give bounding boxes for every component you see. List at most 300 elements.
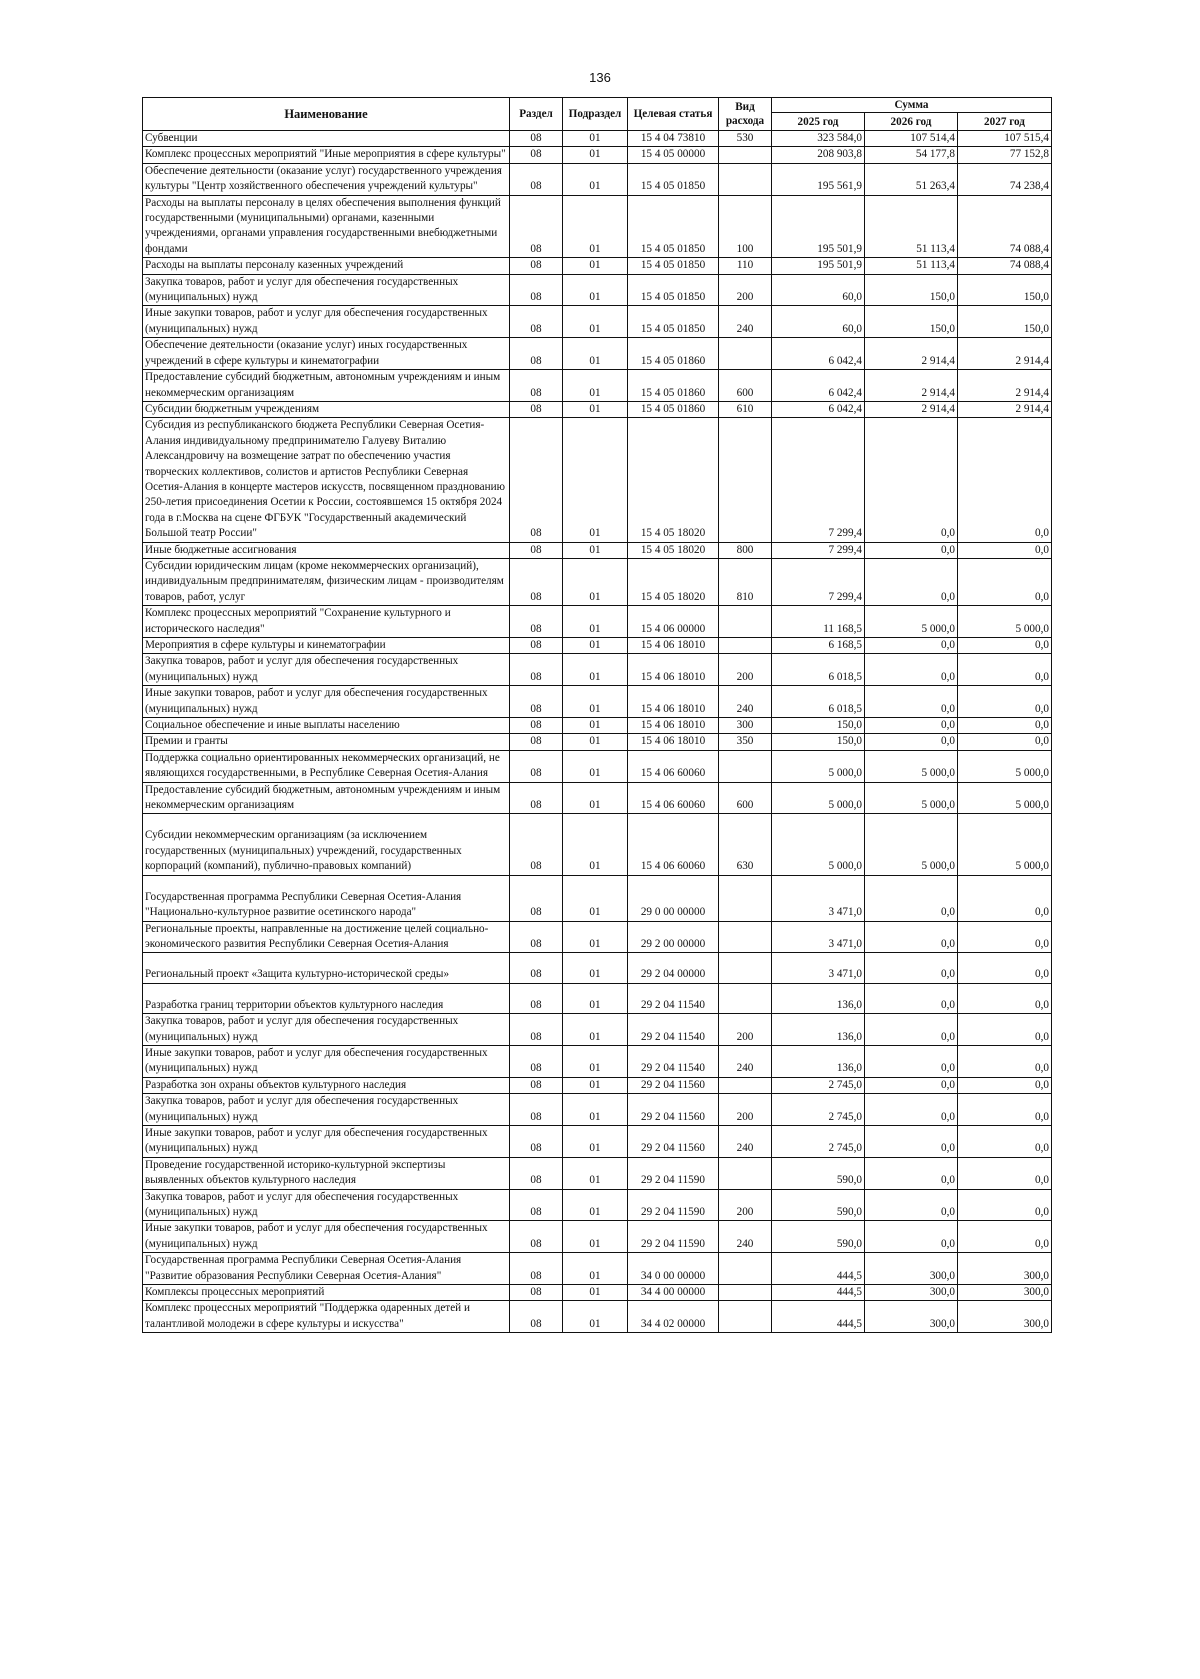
row-amount-2026: 51 263,4 bbox=[865, 163, 958, 195]
row-amount-2025: 5 000,0 bbox=[772, 814, 865, 875]
row-target-code: 29 2 04 11540 bbox=[628, 1014, 719, 1046]
row-amount-2026: 0,0 bbox=[865, 1077, 958, 1093]
table-row bbox=[143, 401, 1052, 417]
row-section: 08 bbox=[510, 782, 563, 814]
row-amount-2025: 195 501,9 bbox=[772, 195, 865, 258]
row-expense-type: 300 bbox=[719, 718, 772, 734]
row-section: 08 bbox=[510, 1125, 563, 1157]
row-subsection: 01 bbox=[563, 131, 628, 147]
row-amount-2025: 444,5 bbox=[772, 1301, 865, 1333]
row-amount-2027: 150,0 bbox=[958, 274, 1052, 306]
row-amount-2026: 0,0 bbox=[865, 921, 958, 953]
table-row bbox=[143, 1301, 1052, 1333]
row-amount-2025: 5 000,0 bbox=[772, 782, 865, 814]
row-target-code: 15 4 06 18010 bbox=[628, 638, 719, 654]
row-subsection: 01 bbox=[563, 1285, 628, 1301]
row-amount-2027: 300,0 bbox=[958, 1285, 1052, 1301]
row-expense-type: 630 bbox=[719, 814, 772, 875]
row-amount-2027: 2 914,4 bbox=[958, 401, 1052, 417]
row-expense-type bbox=[719, 750, 772, 782]
row-expense-type: 200 bbox=[719, 1189, 772, 1221]
row-amount-2025: 323 584,0 bbox=[772, 131, 865, 147]
row-name: Закупка товаров, работ и услуг для обеспечения государственных (муниципальных) нужд bbox=[143, 1189, 510, 1221]
row-subsection: 01 bbox=[563, 1221, 628, 1253]
row-expense-type: 530 bbox=[719, 131, 772, 147]
table-row bbox=[143, 921, 1052, 953]
row-expense-type: 240 bbox=[719, 306, 772, 338]
row-subsection: 01 bbox=[563, 370, 628, 402]
row-amount-2026: 0,0 bbox=[865, 718, 958, 734]
row-subsection: 01 bbox=[563, 338, 628, 370]
row-amount-2025: 195 561,9 bbox=[772, 163, 865, 195]
table-row bbox=[143, 1157, 1052, 1189]
row-amount-2025: 590,0 bbox=[772, 1157, 865, 1189]
row-name: Проведение государственной историко-культурной экспертизы выявленных объектов культурного наследия bbox=[143, 1157, 510, 1189]
row-expense-type bbox=[719, 638, 772, 654]
row-target-code: 29 2 04 11590 bbox=[628, 1221, 719, 1253]
row-expense-type bbox=[719, 338, 772, 370]
row-expense-type bbox=[719, 1253, 772, 1285]
row-section: 08 bbox=[510, 814, 563, 875]
row-amount-2025: 2 745,0 bbox=[772, 1125, 865, 1157]
row-amount-2026: 2 914,4 bbox=[865, 401, 958, 417]
row-amount-2027: 74 238,4 bbox=[958, 163, 1052, 195]
row-section: 08 bbox=[510, 606, 563, 638]
row-subsection: 01 bbox=[563, 147, 628, 163]
row-amount-2027: 0,0 bbox=[958, 1125, 1052, 1157]
row-amount-2027: 5 000,0 bbox=[958, 782, 1052, 814]
table-row bbox=[143, 638, 1052, 654]
row-name: Иные бюджетные ассигнования bbox=[143, 542, 510, 558]
row-amount-2025: 2 745,0 bbox=[772, 1094, 865, 1126]
row-amount-2027: 150,0 bbox=[958, 306, 1052, 338]
table-row bbox=[143, 1014, 1052, 1046]
row-section: 08 bbox=[510, 1077, 563, 1093]
row-section: 08 bbox=[510, 147, 563, 163]
row-name: Комплекс процессных мероприятий "Иные мероприятия в сфере культуры" bbox=[143, 147, 510, 163]
table-row bbox=[143, 274, 1052, 306]
row-amount-2025: 3 471,0 bbox=[772, 875, 865, 921]
row-expense-type bbox=[719, 418, 772, 542]
row-amount-2025: 7 299,4 bbox=[772, 558, 865, 605]
header-name: Наименование bbox=[143, 98, 510, 131]
table-row bbox=[143, 814, 1052, 875]
row-name: Расходы на выплаты персоналу в целях обеспечения выполнения функций государственными (муниципальными) органами, казенными учреждениями, органами управления государственными внебюджетными фондами bbox=[143, 195, 510, 258]
table-row bbox=[143, 606, 1052, 638]
row-subsection: 01 bbox=[563, 686, 628, 718]
table-row bbox=[143, 983, 1052, 1013]
row-target-code: 15 4 05 01860 bbox=[628, 401, 719, 417]
row-name: Государственная программа Республики Северная Осетия-Алания "Развитие образования Республики Северная Осетия-Алания" bbox=[143, 1253, 510, 1285]
row-amount-2027: 5 000,0 bbox=[958, 606, 1052, 638]
row-amount-2027: 0,0 bbox=[958, 1221, 1052, 1253]
row-amount-2025: 60,0 bbox=[772, 274, 865, 306]
row-target-code: 29 2 04 11560 bbox=[628, 1077, 719, 1093]
row-name: Региональные проекты, направленные на достижение целей социально-экономического развития Республики Северная Осетия-Алания bbox=[143, 921, 510, 953]
row-amount-2026: 150,0 bbox=[865, 306, 958, 338]
row-target-code: 15 4 05 01850 bbox=[628, 306, 719, 338]
row-expense-type bbox=[719, 1301, 772, 1333]
table-row bbox=[143, 718, 1052, 734]
row-name: Иные закупки товаров, работ и услуг для обеспечения государственных (муниципальных) нужд bbox=[143, 1221, 510, 1253]
row-section: 08 bbox=[510, 1285, 563, 1301]
row-amount-2026: 5 000,0 bbox=[865, 814, 958, 875]
row-amount-2026: 0,0 bbox=[865, 1045, 958, 1077]
row-amount-2025: 6 042,4 bbox=[772, 401, 865, 417]
row-target-code: 15 4 05 01850 bbox=[628, 195, 719, 258]
row-name: Мероприятия в сфере культуры и кинематографии bbox=[143, 638, 510, 654]
row-subsection: 01 bbox=[563, 1077, 628, 1093]
row-name: Разработка зон охраны объектов культурного наследия bbox=[143, 1077, 510, 1093]
row-amount-2025: 195 501,9 bbox=[772, 258, 865, 274]
row-subsection: 01 bbox=[563, 195, 628, 258]
row-name: Государственная программа Республики Северная Осетия-Алания "Национально-культурное развитие осетинского народа" bbox=[143, 875, 510, 921]
row-subsection: 01 bbox=[563, 306, 628, 338]
row-expense-type: 600 bbox=[719, 782, 772, 814]
row-name: Расходы на выплаты персоналу казенных учреждений bbox=[143, 258, 510, 274]
table-row bbox=[143, 418, 1052, 542]
row-section: 08 bbox=[510, 338, 563, 370]
row-amount-2027: 107 515,4 bbox=[958, 131, 1052, 147]
row-name: Иные закупки товаров, работ и услуг для обеспечения государственных (муниципальных) нужд bbox=[143, 306, 510, 338]
row-subsection: 01 bbox=[563, 1157, 628, 1189]
row-section: 08 bbox=[510, 638, 563, 654]
table-row bbox=[143, 558, 1052, 605]
row-expense-type: 350 bbox=[719, 734, 772, 750]
header-sum: Сумма bbox=[772, 98, 1052, 113]
row-amount-2026: 0,0 bbox=[865, 542, 958, 558]
row-subsection: 01 bbox=[563, 274, 628, 306]
row-name: Предоставление субсидий бюджетным, автономным учреждениям и иным некоммерческим организациям bbox=[143, 370, 510, 402]
row-name: Социальное обеспечение и иные выплаты населению bbox=[143, 718, 510, 734]
row-amount-2026: 0,0 bbox=[865, 558, 958, 605]
row-section: 08 bbox=[510, 370, 563, 402]
row-expense-type bbox=[719, 1077, 772, 1093]
row-subsection: 01 bbox=[563, 875, 628, 921]
row-subsection: 01 bbox=[563, 638, 628, 654]
table-row bbox=[143, 1285, 1052, 1301]
row-section: 08 bbox=[510, 734, 563, 750]
row-amount-2025: 6 018,5 bbox=[772, 654, 865, 686]
row-target-code: 15 4 06 18010 bbox=[628, 686, 719, 718]
row-amount-2025: 150,0 bbox=[772, 734, 865, 750]
row-section: 08 bbox=[510, 558, 563, 605]
row-subsection: 01 bbox=[563, 983, 628, 1013]
row-subsection: 01 bbox=[563, 1094, 628, 1126]
row-amount-2025: 136,0 bbox=[772, 1014, 865, 1046]
row-amount-2027: 0,0 bbox=[958, 718, 1052, 734]
row-name: Предоставление субсидий бюджетным, автономным учреждениям и иным некоммерческим организациям bbox=[143, 782, 510, 814]
table-row bbox=[143, 654, 1052, 686]
row-section: 08 bbox=[510, 1253, 563, 1285]
row-name: Обеспечение деятельности (оказание услуг) иных государственных учреждений в сфере культуры и кинематографии bbox=[143, 338, 510, 370]
row-amount-2027: 0,0 bbox=[958, 953, 1052, 983]
row-name: Закупка товаров, работ и услуг для обеспечения государственных (муниципальных) нужд bbox=[143, 654, 510, 686]
row-target-code: 29 2 04 11540 bbox=[628, 983, 719, 1013]
row-target-code: 15 4 04 73810 bbox=[628, 131, 719, 147]
row-subsection: 01 bbox=[563, 921, 628, 953]
row-expense-type bbox=[719, 953, 772, 983]
row-subsection: 01 bbox=[563, 418, 628, 542]
row-target-code: 29 0 00 00000 bbox=[628, 875, 719, 921]
row-amount-2026: 150,0 bbox=[865, 274, 958, 306]
row-target-code: 29 2 04 11560 bbox=[628, 1094, 719, 1126]
row-section: 08 bbox=[510, 274, 563, 306]
row-target-code: 15 4 06 18010 bbox=[628, 654, 719, 686]
table-row bbox=[143, 258, 1052, 274]
table-row bbox=[143, 131, 1052, 147]
table-row bbox=[143, 1125, 1052, 1157]
row-expense-type: 810 bbox=[719, 558, 772, 605]
row-amount-2026: 300,0 bbox=[865, 1301, 958, 1333]
row-section: 08 bbox=[510, 921, 563, 953]
row-subsection: 01 bbox=[563, 782, 628, 814]
row-expense-type: 240 bbox=[719, 686, 772, 718]
row-amount-2026: 0,0 bbox=[865, 875, 958, 921]
table-row bbox=[143, 1094, 1052, 1126]
table-row bbox=[143, 875, 1052, 921]
row-name: Иные закупки товаров, работ и услуг для обеспечения государственных (муниципальных) нужд bbox=[143, 1045, 510, 1077]
row-name: Субсидии бюджетным учреждениям bbox=[143, 401, 510, 417]
row-expense-type: 200 bbox=[719, 1094, 772, 1126]
row-amount-2027: 300,0 bbox=[958, 1253, 1052, 1285]
row-amount-2026: 0,0 bbox=[865, 1221, 958, 1253]
row-subsection: 01 bbox=[563, 953, 628, 983]
row-target-code: 29 2 04 11590 bbox=[628, 1189, 719, 1221]
header-subsection: Подраздел bbox=[563, 98, 628, 131]
row-amount-2026: 0,0 bbox=[865, 638, 958, 654]
row-amount-2026: 0,0 bbox=[865, 686, 958, 718]
table-row bbox=[143, 1045, 1052, 1077]
row-target-code: 15 4 05 18020 bbox=[628, 558, 719, 605]
row-target-code: 15 4 05 00000 bbox=[628, 147, 719, 163]
row-amount-2025: 6 018,5 bbox=[772, 686, 865, 718]
row-amount-2027: 0,0 bbox=[958, 921, 1052, 953]
row-amount-2025: 7 299,4 bbox=[772, 542, 865, 558]
row-subsection: 01 bbox=[563, 401, 628, 417]
row-target-code: 29 2 04 11590 bbox=[628, 1157, 719, 1189]
row-amount-2025: 136,0 bbox=[772, 983, 865, 1013]
row-expense-type bbox=[719, 983, 772, 1013]
row-subsection: 01 bbox=[563, 1125, 628, 1157]
row-amount-2025: 11 168,5 bbox=[772, 606, 865, 638]
row-name: Премии и гранты bbox=[143, 734, 510, 750]
row-expense-type: 240 bbox=[719, 1221, 772, 1253]
row-amount-2026: 0,0 bbox=[865, 1189, 958, 1221]
row-target-code: 15 4 05 18020 bbox=[628, 418, 719, 542]
row-amount-2027: 5 000,0 bbox=[958, 814, 1052, 875]
row-name: Поддержка социально ориентированных некоммерческих организаций, не являющихся государственными, в Республике Северная Осетия-Алания bbox=[143, 750, 510, 782]
row-section: 08 bbox=[510, 258, 563, 274]
row-expense-type: 800 bbox=[719, 542, 772, 558]
header-section: Раздел bbox=[510, 98, 563, 131]
row-name: Комплексы процессных мероприятий bbox=[143, 1285, 510, 1301]
row-amount-2026: 107 514,4 bbox=[865, 131, 958, 147]
row-subsection: 01 bbox=[563, 606, 628, 638]
row-subsection: 01 bbox=[563, 1045, 628, 1077]
row-amount-2026: 5 000,0 bbox=[865, 782, 958, 814]
table-row bbox=[143, 1189, 1052, 1221]
row-amount-2025: 444,5 bbox=[772, 1285, 865, 1301]
row-amount-2026: 0,0 bbox=[865, 953, 958, 983]
table-row bbox=[143, 163, 1052, 195]
row-section: 08 bbox=[510, 306, 563, 338]
row-target-code: 29 2 04 11540 bbox=[628, 1045, 719, 1077]
row-subsection: 01 bbox=[563, 163, 628, 195]
row-amount-2027: 0,0 bbox=[958, 1094, 1052, 1126]
row-section: 08 bbox=[510, 195, 563, 258]
row-amount-2027: 0,0 bbox=[958, 734, 1052, 750]
row-amount-2027: 77 152,8 bbox=[958, 147, 1052, 163]
row-expense-type: 200 bbox=[719, 1014, 772, 1046]
row-expense-type: 610 bbox=[719, 401, 772, 417]
row-amount-2027: 0,0 bbox=[958, 558, 1052, 605]
row-target-code: 15 4 05 01860 bbox=[628, 338, 719, 370]
row-amount-2025: 7 299,4 bbox=[772, 418, 865, 542]
row-subsection: 01 bbox=[563, 1301, 628, 1333]
row-amount-2026: 0,0 bbox=[865, 983, 958, 1013]
table-row bbox=[143, 734, 1052, 750]
row-target-code: 29 2 00 00000 bbox=[628, 921, 719, 953]
row-amount-2027: 0,0 bbox=[958, 1014, 1052, 1046]
row-subsection: 01 bbox=[563, 258, 628, 274]
row-amount-2025: 136,0 bbox=[772, 1045, 865, 1077]
row-amount-2026: 54 177,8 bbox=[865, 147, 958, 163]
table-row bbox=[143, 1253, 1052, 1285]
row-name: Обеспечение деятельности (оказание услуг) государственного учреждения культуры "Центр хозяйственного обеспечения учреждений культуры" bbox=[143, 163, 510, 195]
row-expense-type: 100 bbox=[719, 195, 772, 258]
row-amount-2027: 0,0 bbox=[958, 875, 1052, 921]
row-expense-type: 110 bbox=[719, 258, 772, 274]
row-amount-2026: 2 914,4 bbox=[865, 370, 958, 402]
row-amount-2026: 0,0 bbox=[865, 654, 958, 686]
row-target-code: 15 4 06 60060 bbox=[628, 814, 719, 875]
row-section: 08 bbox=[510, 953, 563, 983]
row-expense-type bbox=[719, 1285, 772, 1301]
row-amount-2027: 0,0 bbox=[958, 1157, 1052, 1189]
row-amount-2025: 3 471,0 bbox=[772, 953, 865, 983]
row-section: 08 bbox=[510, 1045, 563, 1077]
table-row bbox=[143, 147, 1052, 163]
row-amount-2027: 0,0 bbox=[958, 638, 1052, 654]
row-section: 08 bbox=[510, 875, 563, 921]
row-amount-2026: 2 914,4 bbox=[865, 338, 958, 370]
header-target: Целевая статья bbox=[628, 98, 719, 131]
page-number: 136 bbox=[589, 70, 611, 85]
row-amount-2025: 5 000,0 bbox=[772, 750, 865, 782]
row-subsection: 01 bbox=[563, 654, 628, 686]
row-amount-2025: 6 042,4 bbox=[772, 338, 865, 370]
row-name: Иные закупки товаров, работ и услуг для обеспечения государственных (муниципальных) нужд bbox=[143, 1125, 510, 1157]
row-amount-2025: 150,0 bbox=[772, 718, 865, 734]
row-expense-type: 240 bbox=[719, 1125, 772, 1157]
row-expense-type bbox=[719, 875, 772, 921]
row-section: 08 bbox=[510, 418, 563, 542]
row-amount-2027: 5 000,0 bbox=[958, 750, 1052, 782]
row-subsection: 01 bbox=[563, 718, 628, 734]
row-amount-2025: 60,0 bbox=[772, 306, 865, 338]
row-subsection: 01 bbox=[563, 1189, 628, 1221]
row-section: 08 bbox=[510, 542, 563, 558]
row-amount-2026: 51 113,4 bbox=[865, 195, 958, 258]
row-amount-2026: 51 113,4 bbox=[865, 258, 958, 274]
row-expense-type: 200 bbox=[719, 274, 772, 306]
row-target-code: 34 4 00 00000 bbox=[628, 1285, 719, 1301]
row-amount-2027: 0,0 bbox=[958, 1077, 1052, 1093]
row-section: 08 bbox=[510, 686, 563, 718]
row-amount-2025: 2 745,0 bbox=[772, 1077, 865, 1093]
row-name: Закупка товаров, работ и услуг для обеспечения государственных (муниципальных) нужд bbox=[143, 1094, 510, 1126]
row-section: 08 bbox=[510, 983, 563, 1013]
row-section: 08 bbox=[510, 750, 563, 782]
table-row bbox=[143, 1077, 1052, 1093]
header-expense-type: Вид расхода bbox=[719, 98, 772, 131]
table-row bbox=[143, 750, 1052, 782]
row-amount-2025: 3 471,0 bbox=[772, 921, 865, 953]
row-expense-type bbox=[719, 1157, 772, 1189]
row-amount-2025: 208 903,8 bbox=[772, 147, 865, 163]
row-amount-2026: 0,0 bbox=[865, 1125, 958, 1157]
table-row bbox=[143, 306, 1052, 338]
row-amount-2027: 0,0 bbox=[958, 1045, 1052, 1077]
row-amount-2025: 6 042,4 bbox=[772, 370, 865, 402]
row-expense-type bbox=[719, 606, 772, 638]
table-row bbox=[143, 1221, 1052, 1253]
budget-table bbox=[142, 97, 1052, 1333]
table-body bbox=[143, 131, 1052, 1333]
row-amount-2027: 74 088,4 bbox=[958, 258, 1052, 274]
table-row bbox=[143, 953, 1052, 983]
header-year-2027: 2027 год bbox=[958, 113, 1052, 131]
row-target-code: 34 0 00 00000 bbox=[628, 1253, 719, 1285]
row-amount-2027: 2 914,4 bbox=[958, 338, 1052, 370]
row-section: 08 bbox=[510, 163, 563, 195]
row-target-code: 15 4 05 18020 bbox=[628, 542, 719, 558]
row-amount-2027: 2 914,4 bbox=[958, 370, 1052, 402]
row-section: 08 bbox=[510, 718, 563, 734]
row-subsection: 01 bbox=[563, 558, 628, 605]
row-amount-2025: 590,0 bbox=[772, 1221, 865, 1253]
row-amount-2027: 0,0 bbox=[958, 542, 1052, 558]
row-section: 08 bbox=[510, 1301, 563, 1333]
row-name: Региональный проект «Защита культурно-исторической среды» bbox=[143, 953, 510, 983]
row-name: Субвенции bbox=[143, 131, 510, 147]
row-target-code: 15 4 05 01860 bbox=[628, 370, 719, 402]
row-subsection: 01 bbox=[563, 814, 628, 875]
row-target-code: 15 4 05 01850 bbox=[628, 274, 719, 306]
row-amount-2027: 0,0 bbox=[958, 654, 1052, 686]
table-row bbox=[143, 782, 1052, 814]
row-section: 08 bbox=[510, 1014, 563, 1046]
row-amount-2026: 300,0 bbox=[865, 1285, 958, 1301]
row-target-code: 15 4 05 01850 bbox=[628, 163, 719, 195]
row-expense-type: 600 bbox=[719, 370, 772, 402]
row-amount-2027: 300,0 bbox=[958, 1301, 1052, 1333]
row-amount-2026: 0,0 bbox=[865, 1157, 958, 1189]
row-name: Комплекс процессных мероприятий "Поддержка одаренных детей и талантливой молодежи в сфере культуры и искусства" bbox=[143, 1301, 510, 1333]
row-amount-2025: 590,0 bbox=[772, 1189, 865, 1221]
row-section: 08 bbox=[510, 401, 563, 417]
row-amount-2026: 300,0 bbox=[865, 1253, 958, 1285]
row-name: Субсидии некоммерческим организациям (за исключением государственных (муниципальных) учреждений, государственных корпораций (компаний), публично-правовых компаний) bbox=[143, 814, 510, 875]
row-section: 08 bbox=[510, 131, 563, 147]
row-target-code: 34 4 02 00000 bbox=[628, 1301, 719, 1333]
row-amount-2027: 0,0 bbox=[958, 1189, 1052, 1221]
row-amount-2025: 6 168,5 bbox=[772, 638, 865, 654]
row-amount-2026: 0,0 bbox=[865, 1094, 958, 1126]
row-expense-type bbox=[719, 163, 772, 195]
row-amount-2027: 74 088,4 bbox=[958, 195, 1052, 258]
